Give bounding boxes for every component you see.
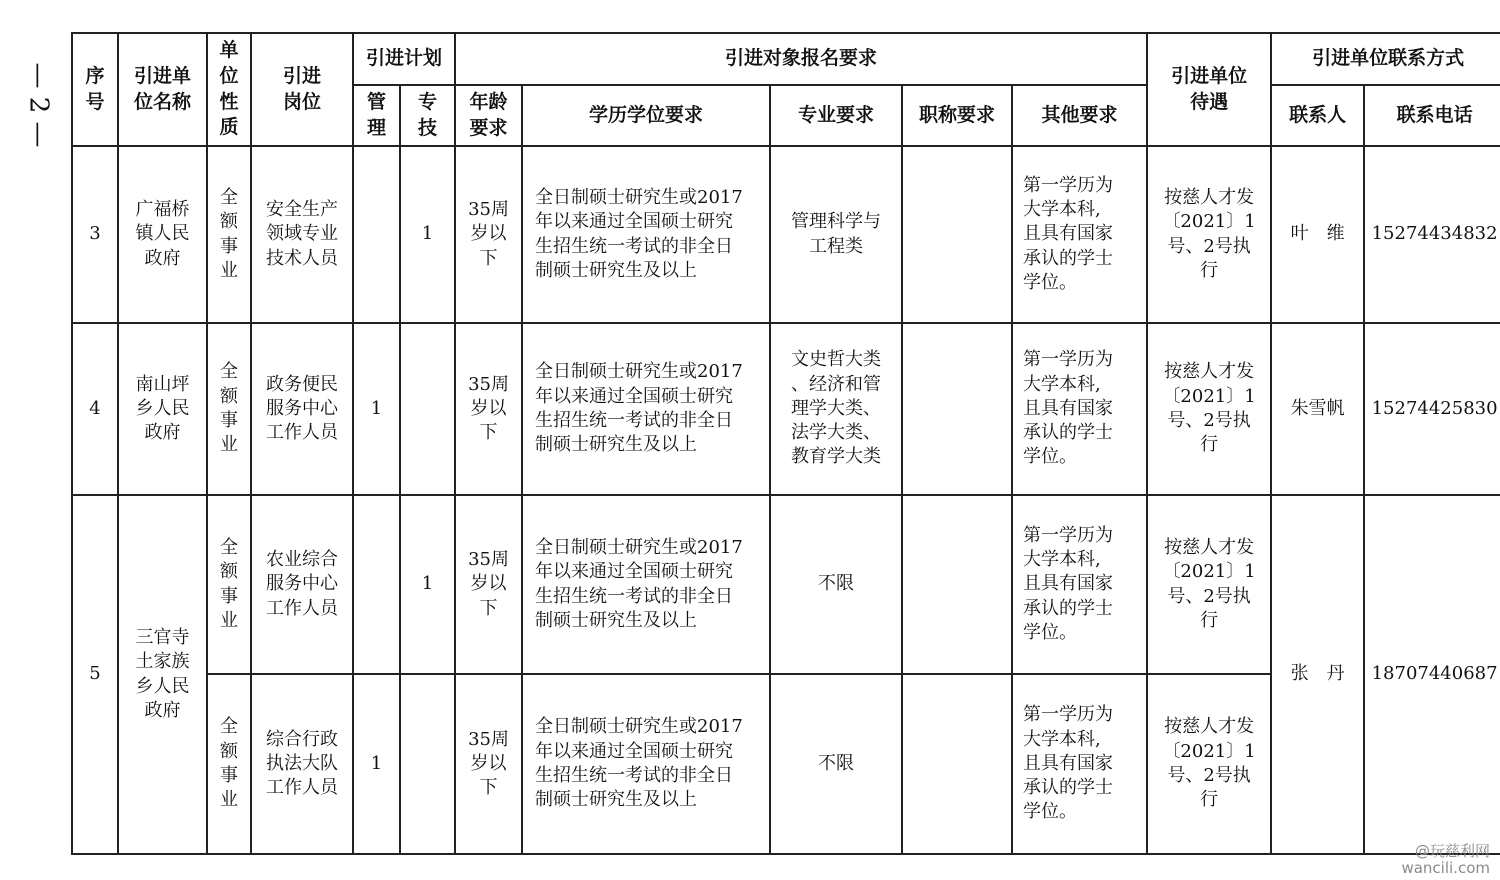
cell-major: 不限 <box>770 674 902 854</box>
cell-mgmt: 1 <box>353 323 400 495</box>
header-education: 学历学位要求 <box>522 85 770 146</box>
cell-contact-person: 叶 维 <box>1271 146 1364 323</box>
header-treatment: 引进单位 待遇 <box>1147 33 1271 146</box>
cell-nature: 全 额 事 业 <box>207 674 251 854</box>
cell-position: 安全生产 领域专业 技术人员 <box>251 146 353 323</box>
cell-unit-name: 广福桥 镇人民 政府 <box>118 146 207 323</box>
header-contact-person: 联系人 <box>1271 85 1364 146</box>
cell-education: 全日制硕士研究生或2017 年以来通过全国硕士研究 生招生统一考试的非全日 制硕士研究生及以上 <box>522 674 770 854</box>
cell-mgmt: 1 <box>353 674 400 854</box>
header-unit-name: 引进单 位名称 <box>118 33 207 146</box>
watermark-line-2: wancili.com <box>1401 859 1490 877</box>
cell-position: 综合行政 执法大队 工作人员 <box>251 674 353 854</box>
table-row <box>72 495 1500 674</box>
table-row <box>72 323 1500 495</box>
cell-mgmt <box>353 495 400 674</box>
cell-mgmt <box>353 146 400 323</box>
header-seq: 序 号 <box>72 33 118 146</box>
cell-position: 政务便民 服务中心 工作人员 <box>251 323 353 495</box>
cell-title-req <box>902 323 1012 495</box>
cell-seq: 4 <box>72 323 118 495</box>
cell-major: 文史哲大类 、经济和管 理学大类、 法学大类、 教育学大类 <box>770 323 902 495</box>
cell-major: 不限 <box>770 495 902 674</box>
cell-education: 全日制硕士研究生或2017 年以来通过全国硕士研究 生招生统一考试的非全日 制硕士研究生及以上 <box>522 323 770 495</box>
cell-seq: 5 <box>72 495 118 854</box>
header-requirements: 引进对象报名要求 <box>455 33 1147 85</box>
cell-other: 第一学历为 大学本科, 且具有国家 承认的学士 学位。 <box>1012 323 1147 495</box>
cell-treatment: 按慈人才发 〔2021〕1 号、2号执 行 <box>1147 146 1271 323</box>
header-title-req: 职称要求 <box>902 85 1012 146</box>
cell-age: 35周 岁以 下 <box>455 495 522 674</box>
cell-education: 全日制硕士研究生或2017 年以来通过全国硕士研究 生招生统一考试的非全日 制硕士研究生及以上 <box>522 146 770 323</box>
cell-nature: 全 额 事 业 <box>207 323 251 495</box>
page-number-text: — 2 — <box>24 62 55 148</box>
cell-age: 35周 岁以 下 <box>455 146 522 323</box>
cell-nature: 全 额 事 业 <box>207 146 251 323</box>
cell-unit-name: 南山坪 乡人民 政府 <box>118 323 207 495</box>
watermark <box>1401 843 1490 877</box>
header-plan-tech: 专 技 <box>400 85 455 146</box>
cell-nature: 全 额 事 业 <box>207 495 251 674</box>
cell-tech <box>400 674 455 854</box>
cell-treatment: 按慈人才发 〔2021〕1 号、2号执 行 <box>1147 495 1271 674</box>
cell-contact-person: 朱雪帆 <box>1271 323 1364 495</box>
cell-age: 35周 岁以 下 <box>455 674 522 854</box>
cell-tech: 1 <box>400 495 455 674</box>
watermark-line-1: @玩慈利网 <box>1414 842 1490 860</box>
cell-treatment: 按慈人才发 〔2021〕1 号、2号执 行 <box>1147 674 1271 854</box>
cell-title-req <box>902 495 1012 674</box>
header-plan-mgmt: 管 理 <box>353 85 400 146</box>
cell-major: 管理科学与 工程类 <box>770 146 902 323</box>
cell-title-req <box>902 674 1012 854</box>
header-unit-nature: 单 位 性 质 <box>207 33 251 146</box>
header-plan: 引进计划 <box>353 33 455 85</box>
header-contact-phone: 联系电话 <box>1364 85 1500 146</box>
recruitment-table <box>71 32 1500 855</box>
cell-education: 全日制硕士研究生或2017 年以来通过全国硕士研究 生招生统一考试的非全日 制硕士研究生及以上 <box>522 495 770 674</box>
cell-contact-phone: 15274434832 <box>1364 146 1500 323</box>
header-other: 其他要求 <box>1012 85 1147 146</box>
header-major: 专业要求 <box>770 85 902 146</box>
cell-unit-name: 三官寺 土家族 乡人民 政府 <box>118 495 207 854</box>
cell-contact-person: 张 丹 <box>1271 495 1364 854</box>
cell-contact-phone: 15274425830 <box>1364 323 1500 495</box>
header-age: 年龄 要求 <box>455 85 522 146</box>
cell-title-req <box>902 146 1012 323</box>
header-contact: 引进单位联系方式 <box>1271 33 1500 85</box>
cell-treatment: 按慈人才发 〔2021〕1 号、2号执 行 <box>1147 323 1271 495</box>
header-position: 引进 岗位 <box>251 33 353 146</box>
table-row <box>72 146 1500 323</box>
cell-age: 35周 岁以 下 <box>455 323 522 495</box>
cell-other: 第一学历为 大学本科, 且具有国家 承认的学士 学位。 <box>1012 146 1147 323</box>
cell-contact-phone: 18707440687 <box>1364 495 1500 854</box>
cell-tech: 1 <box>400 146 455 323</box>
cell-other: 第一学历为 大学本科, 且具有国家 承认的学士 学位。 <box>1012 495 1147 674</box>
cell-other: 第一学历为 大学本科, 且具有国家 承认的学士 学位。 <box>1012 674 1147 854</box>
cell-position: 农业综合 服务中心 工作人员 <box>251 495 353 674</box>
cell-tech <box>400 323 455 495</box>
page-number <box>24 60 54 150</box>
cell-seq: 3 <box>72 146 118 323</box>
